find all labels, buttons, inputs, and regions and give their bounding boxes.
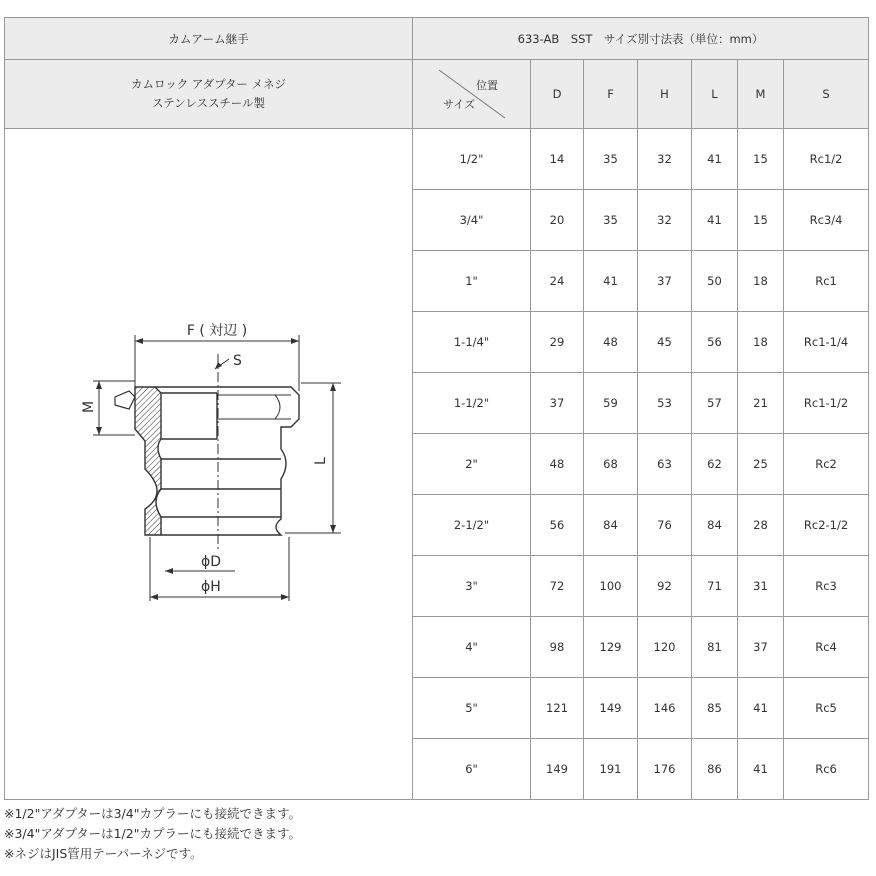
value-M: 28 xyxy=(738,495,784,556)
value-H: 146 xyxy=(638,678,692,739)
value-F: 35 xyxy=(584,190,638,251)
column-header-L: L xyxy=(692,60,738,129)
value-S: Rc5 xyxy=(784,678,869,739)
title-row xyxy=(5,18,869,60)
value-F: 68 xyxy=(584,434,638,495)
value-L: 50 xyxy=(692,251,738,312)
size-cell: 1-1/2" xyxy=(413,373,531,434)
value-D: 20 xyxy=(531,190,584,251)
footnote: ※ネジはJIS管用テーパーネジです。 xyxy=(4,846,203,861)
product-name-line2: ステンレススチール製 xyxy=(151,96,266,110)
technical-drawing xyxy=(5,129,413,800)
adapter-body xyxy=(115,387,299,535)
value-S: Rc1-1/2 xyxy=(784,373,869,434)
size-cell: 5" xyxy=(413,678,531,739)
value-H: 176 xyxy=(638,739,692,800)
value-L: 57 xyxy=(692,373,738,434)
value-D: 121 xyxy=(531,678,584,739)
value-H: 53 xyxy=(638,373,692,434)
size-cell: 3" xyxy=(413,556,531,617)
value-D: 14 xyxy=(531,129,584,190)
value-D: 149 xyxy=(531,739,584,800)
value-M: 25 xyxy=(738,434,784,495)
size-cell: 4" xyxy=(413,617,531,678)
value-F: 41 xyxy=(584,251,638,312)
size-label: サイズ xyxy=(443,98,476,111)
value-S: Rc1/2 xyxy=(784,129,869,190)
dimension-table xyxy=(4,17,869,800)
value-M: 31 xyxy=(738,556,784,617)
value-D: 48 xyxy=(531,434,584,495)
position-size-header xyxy=(413,60,531,129)
value-S: Rc6 xyxy=(784,739,869,800)
size-cell: 1" xyxy=(413,251,531,312)
value-F: 84 xyxy=(584,495,638,556)
product-name-line1: カムロック アダプター メネジ xyxy=(131,77,286,91)
value-F: 48 xyxy=(584,312,638,373)
value-L: 62 xyxy=(692,434,738,495)
value-H: 63 xyxy=(638,434,692,495)
column-header-row xyxy=(5,60,869,129)
position-label: 位置 xyxy=(476,79,498,92)
adapter-drawing xyxy=(5,129,413,800)
value-F: 100 xyxy=(584,556,638,617)
value-S: Rc3 xyxy=(784,556,869,617)
value-F: 35 xyxy=(584,129,638,190)
table-row xyxy=(5,129,869,190)
value-D: 37 xyxy=(531,373,584,434)
value-L: 86 xyxy=(692,739,738,800)
value-F: 59 xyxy=(584,373,638,434)
column-header-H: H xyxy=(638,60,692,129)
footnotes xyxy=(4,804,301,864)
value-M: 41 xyxy=(738,678,784,739)
value-L: 41 xyxy=(692,129,738,190)
footnote: ※3/4"アダプターは1/2"カプラーにも接続できます。 xyxy=(4,826,301,841)
size-cell: 6" xyxy=(413,739,531,800)
value-M: 21 xyxy=(738,373,784,434)
value-H: 120 xyxy=(638,617,692,678)
value-S: Rc1 xyxy=(784,251,869,312)
label-H: ϕH xyxy=(201,579,221,595)
value-L: 81 xyxy=(692,617,738,678)
value-D: 72 xyxy=(531,556,584,617)
value-H: 92 xyxy=(638,556,692,617)
value-L: 41 xyxy=(692,190,738,251)
label-F: F ( 対辺 ) xyxy=(186,323,248,339)
value-L: 56 xyxy=(692,312,738,373)
value-D: 98 xyxy=(531,617,584,678)
label-D: ϕD xyxy=(201,554,222,570)
value-M: 18 xyxy=(738,312,784,373)
size-cell: 2-1/2" xyxy=(413,495,531,556)
value-D: 24 xyxy=(531,251,584,312)
column-header-F: F xyxy=(584,60,638,129)
column-header-M: M xyxy=(738,60,784,129)
footnote: ※1/2"アダプターは3/4"カプラーにも接続できます。 xyxy=(4,806,301,821)
size-cell: 2" xyxy=(413,434,531,495)
value-L: 84 xyxy=(692,495,738,556)
size-cell: 1/2" xyxy=(413,129,531,190)
value-M: 41 xyxy=(738,739,784,800)
label-L: L xyxy=(313,457,329,465)
value-M: 18 xyxy=(738,251,784,312)
value-S: Rc2-1/2 xyxy=(784,495,869,556)
value-D: 56 xyxy=(531,495,584,556)
value-F: 149 xyxy=(584,678,638,739)
value-H: 32 xyxy=(638,129,692,190)
value-D: 29 xyxy=(531,312,584,373)
value-H: 76 xyxy=(638,495,692,556)
value-L: 85 xyxy=(692,678,738,739)
value-F: 191 xyxy=(584,739,638,800)
product-name xyxy=(5,60,413,129)
value-S: Rc3/4 xyxy=(784,190,869,251)
size-cell: 1-1/4" xyxy=(413,312,531,373)
size-cell: 3/4" xyxy=(413,190,531,251)
label-M: M xyxy=(81,400,97,413)
value-L: 71 xyxy=(692,556,738,617)
value-M: 15 xyxy=(738,190,784,251)
value-H: 45 xyxy=(638,312,692,373)
value-S: Rc1-1/4 xyxy=(784,312,869,373)
product-category: カムアーム継手 xyxy=(5,18,413,60)
value-S: Rc2 xyxy=(784,434,869,495)
label-S: S xyxy=(233,353,242,369)
value-H: 32 xyxy=(638,190,692,251)
column-header-D: D xyxy=(531,60,584,129)
value-F: 129 xyxy=(584,617,638,678)
value-H: 37 xyxy=(638,251,692,312)
value-S: Rc4 xyxy=(784,617,869,678)
column-header-S: S xyxy=(784,60,869,129)
value-M: 15 xyxy=(738,129,784,190)
value-M: 37 xyxy=(738,617,784,678)
table-title: 633-AB SST サイズ別寸法表（単位：mm） xyxy=(413,18,869,60)
